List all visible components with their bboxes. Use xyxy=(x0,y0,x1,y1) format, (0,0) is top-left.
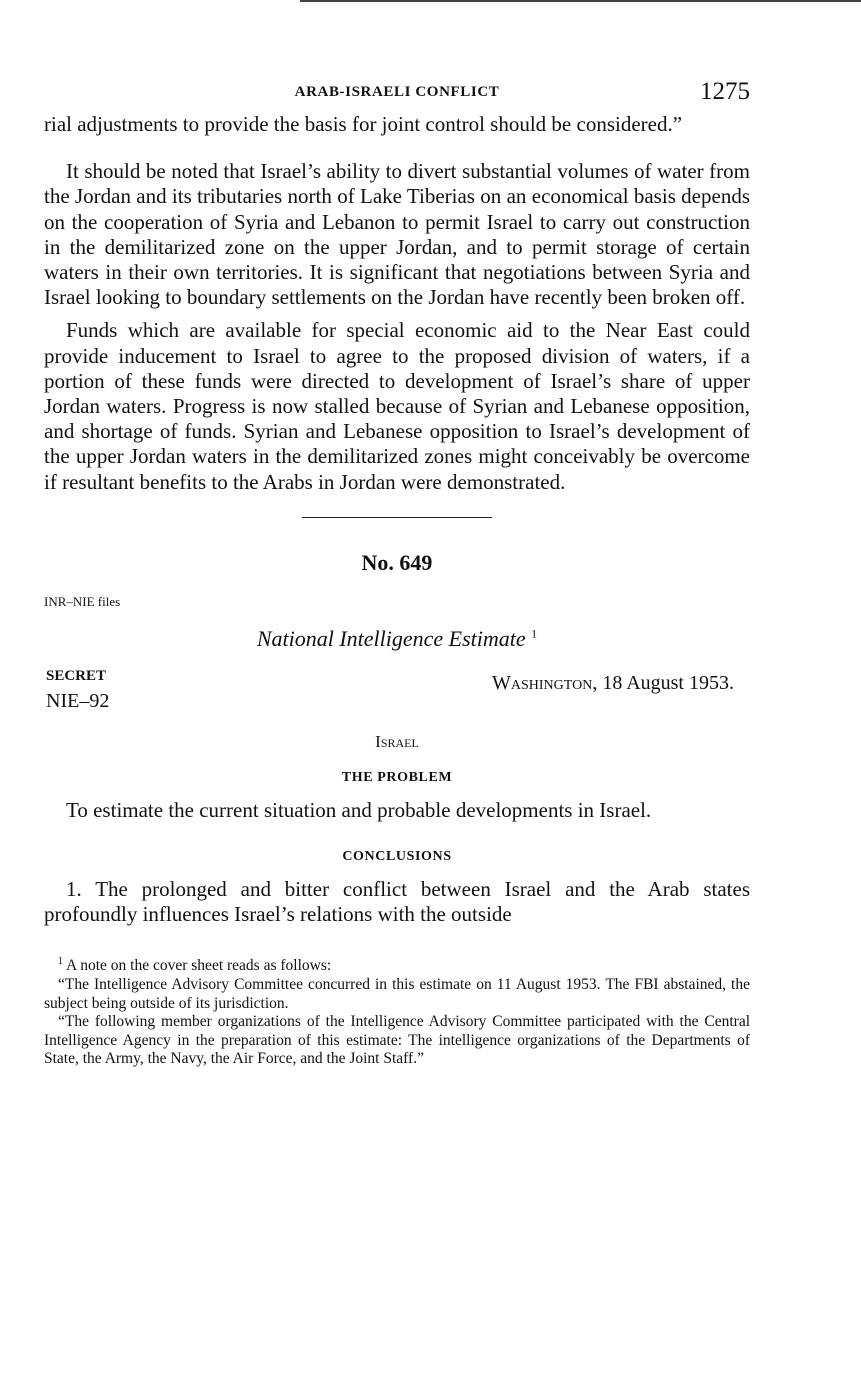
footnote-quote-2: “The following member organizations of the Intelligence Advisory Committee participated with the Central Intelligence Agency in the preparation of this estimate: The intelligence organizations of the Departments of State, the Army, the Navy, the Air Force, and the Joint Staff.” xyxy=(44,1013,750,1068)
footnote-mark: 1 xyxy=(58,956,63,968)
footnote-1 xyxy=(44,953,750,976)
top-rule xyxy=(300,0,861,2)
document-number: No. 649 xyxy=(361,549,433,575)
conclusion-paragraph-1: 1. The prolonged and bitter conflict between Israel and the Arab states profoundly influences Israel’s relations with the outside xyxy=(44,877,750,927)
conclusions-heading: CONCLUSIONS xyxy=(342,849,452,865)
document-page xyxy=(44,78,750,1069)
paragraph-israel-water-diversion: It should be noted that Israel’s ability to divert substantial volumes of water from the Jordan and its tributaries north of Lake Tiberias on an economical basis depends on the cooperation of Syria and Lebanon to permit Israel to carry out construction in the demilitarized zone on the upper Jordan, and to permit storage of certain waters in their own territories. It is significant that negotiations between Syria and Israel looking to boundary settlements on the Jordan have recently been broken off. xyxy=(44,159,750,310)
document-title-text: National Intelligence Estimate xyxy=(256,625,526,651)
running-head: ARAB-ISRAELI CONFLICT xyxy=(294,84,500,100)
problem-text: To estimate the current situation and probable developments in Israel. xyxy=(66,797,652,822)
problem-heading: THE PROBLEM xyxy=(341,769,453,785)
page-header xyxy=(44,78,750,112)
page-number: 1275 xyxy=(700,78,750,105)
paragraph-economic-aid-funds: Funds which are available for special economic aid to the Near East could provide inducement to Israel to agree to the proposed division of waters, if a portion of these funds were directed to development of Israel’s share of upper Jordan waters. Progress is now stalled because of Syrian and Lebanese opposition, and shortage of funds. Syrian and Lebanese opposition to Israel’s development of the upper Jordan waters in the demilitarized zones might conceivably be overcome if resultant benefits to the Arabs in Jordan were demonstrated. xyxy=(44,318,750,494)
footnote-quote-1: “The Intelligence Advisory Committee concurred in this estimate on 11 August 1953. The FBI abstained, the subject being outside of its jurisdiction. xyxy=(44,976,750,1012)
dateline xyxy=(492,672,734,695)
section-title: Israel xyxy=(375,731,419,751)
document-designation: NIE–92 xyxy=(46,689,110,712)
footnotes xyxy=(44,953,750,1068)
classification-label: SECRET xyxy=(46,667,107,684)
document-source: INR–NIE files xyxy=(44,593,121,609)
paragraph-continuation: rial adjustments to provide the basis for joint control should be considered.” xyxy=(44,112,683,136)
section-separator xyxy=(302,517,492,518)
footnote-intro: A note on the cover sheet reads as follows: xyxy=(63,957,332,975)
dateline-place: Washington xyxy=(492,671,593,694)
document-meta xyxy=(44,668,750,720)
document-title xyxy=(44,626,750,652)
dateline-date: , 18 August 1953. xyxy=(592,671,734,694)
footnote-reference-mark: 1 xyxy=(531,626,538,641)
